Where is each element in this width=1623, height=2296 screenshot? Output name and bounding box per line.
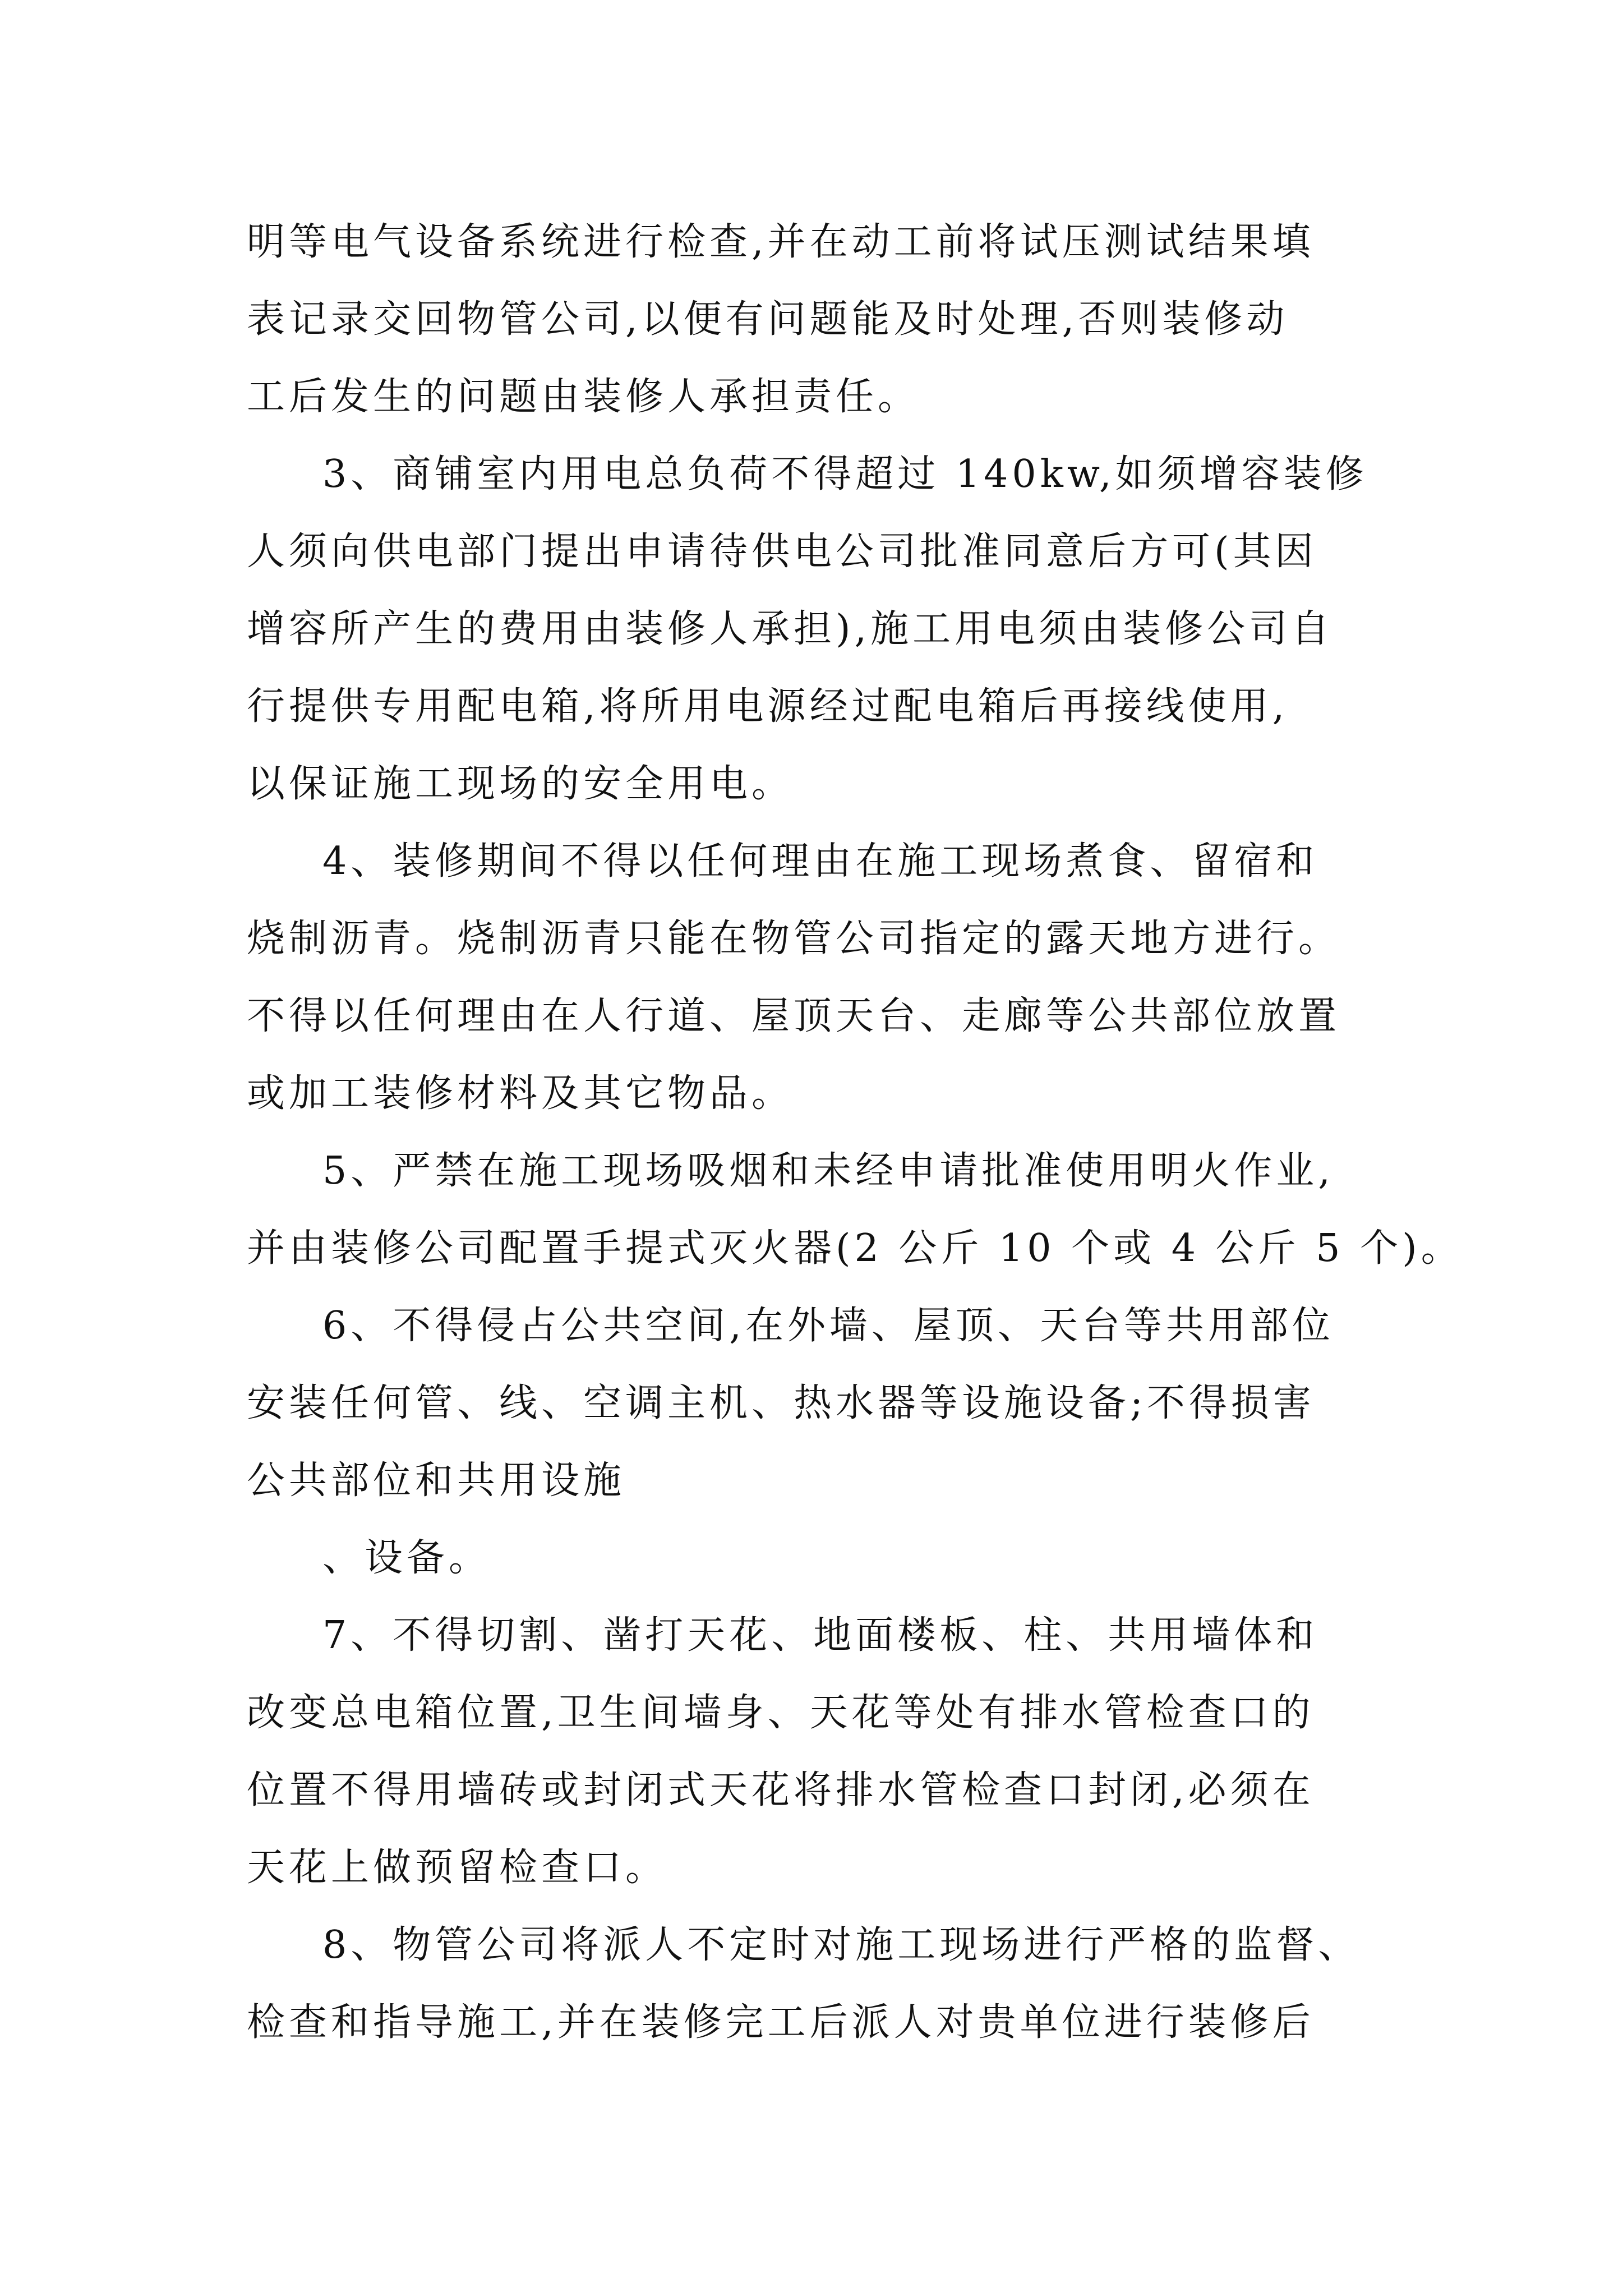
text-line: 公共部位和共用设施: [247, 1458, 626, 1503]
text-line: 不得以任何理由在人行道、屋顶天台、走廊等公共部位放置: [247, 994, 1341, 1038]
text-line: 5、严禁在施工现场吸烟和未经申请批准使用明火作业,: [322, 1149, 1334, 1193]
text-line: 以保证施工现场的安全用电。: [247, 762, 794, 806]
text-line: 或加工装修材料及其它物品。: [247, 1071, 794, 1116]
text-line: 工后发生的问题由装修人承担责任。: [247, 375, 920, 419]
text-line: 行提供专用配电箱,将所用电源经过配电箱后再接线使用,: [247, 684, 1289, 729]
text-line: 7、不得切割、凿打天花、地面楼板、柱、共用墙体和: [322, 1613, 1318, 1658]
text-line: 并由装修公司配置手提式灭火器(2 公斤 10 个或 4 公斤 5 个)。: [247, 1226, 1463, 1271]
text-line: 明等电气设备系统进行检查,并在动工前将试压测试结果填: [247, 220, 1315, 264]
text-line: 表记录交回物管公司,以便有问题能及时处理,否则装修动: [247, 297, 1289, 342]
text-line: 烧制沥青。烧制沥青只能在物管公司指定的露天地方进行。: [247, 917, 1341, 961]
text-line: 8、物管公司将派人不定时对施工现场进行严格的监督、: [322, 1923, 1361, 1967]
text-line: 人须向供电部门提出申请待供电公司批准同意后方可(其因: [247, 530, 1317, 574]
text-line: 、设备。: [322, 1536, 491, 1580]
text-line: 位置不得用墙砖或封闭式天花将排水管检查口封闭,必须在: [247, 1768, 1315, 1812]
text-line: 安装任何管、线、空调主机、热水器等设施设备;不得损害: [247, 1381, 1315, 1425]
text-line: 检查和指导施工,并在装修完工后派人对贵单位进行装修后: [247, 2000, 1315, 2045]
text-line: 3、商铺室内用电总负荷不得超过 140kw,如须增容装修: [322, 452, 1368, 496]
text-line: 改变总电箱位置,卫生间墙身、天花等处有排水管检查口的: [247, 1691, 1315, 1735]
text-line: 4、装修期间不得以任何理由在施工现场煮食、留宿和: [322, 839, 1318, 884]
text-line: 天花上做预留检查口。: [247, 1846, 668, 1890]
text-line: 增容所产生的费用由装修人承担),施工用电须由装修公司自: [247, 607, 1334, 651]
text-line: 6、不得侵占公共空间,在外墙、屋顶、天台等共用部位: [322, 1304, 1334, 1348]
